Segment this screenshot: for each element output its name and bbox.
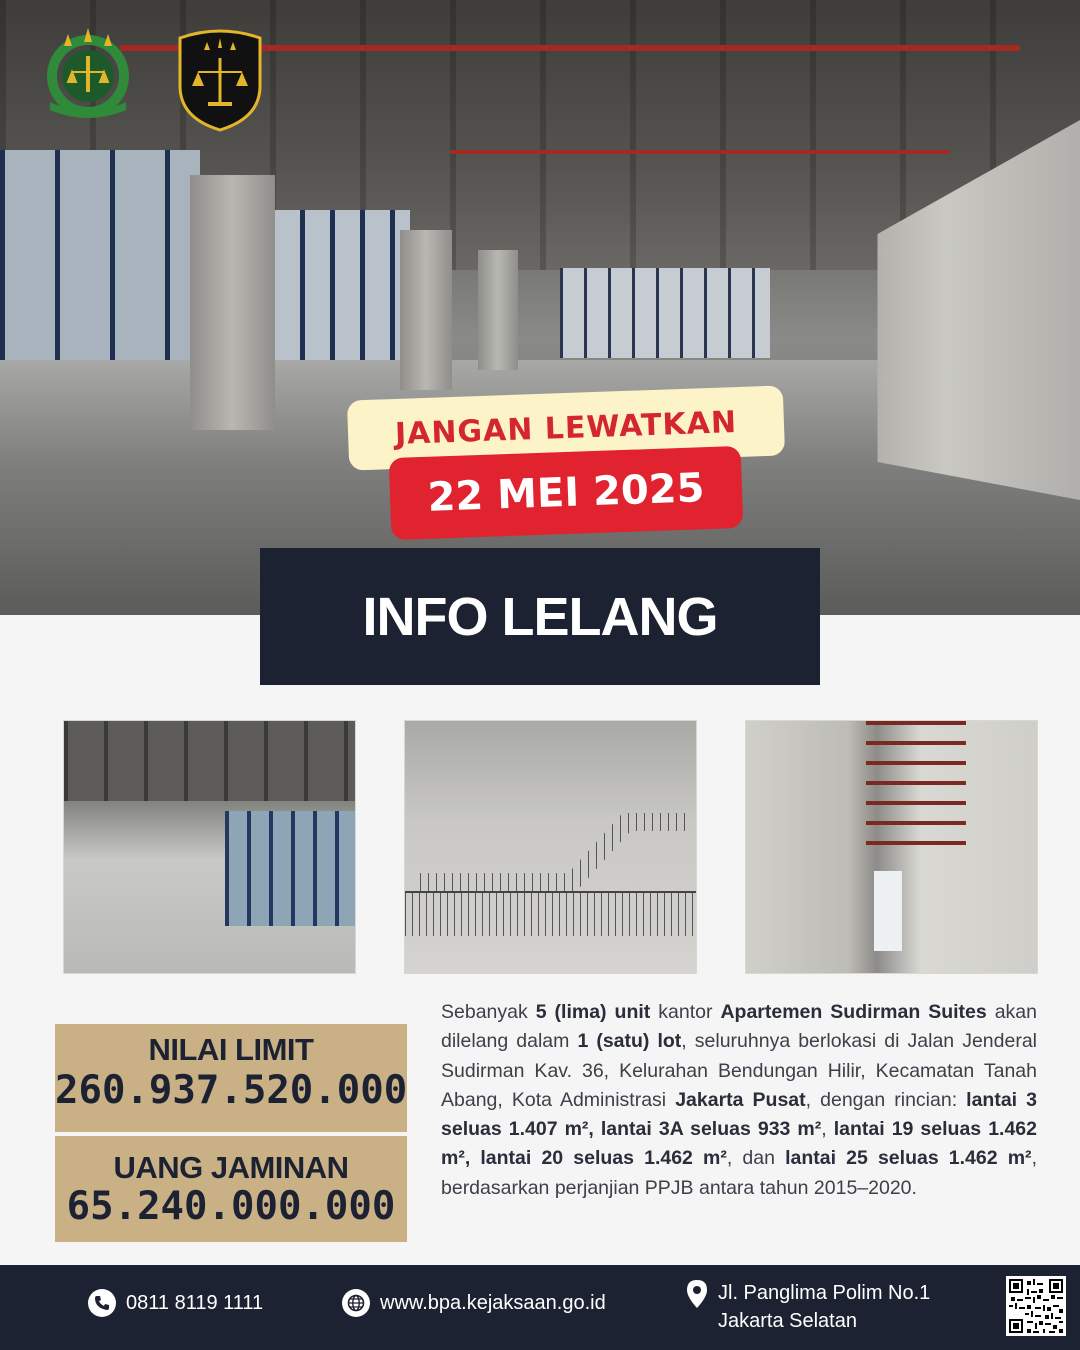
desc-bold: lantai 19 seluas 1.462 m², lantai 20 seluas 1.462 m² [441, 1118, 1037, 1170]
globe-icon [342, 1289, 370, 1317]
bpa-shield-icon [174, 28, 266, 132]
photo-ceiling [64, 721, 355, 801]
property-photo-corridor [745, 720, 1038, 974]
footer-website[interactable] [342, 1289, 606, 1317]
address-text [718, 1279, 930, 1335]
price-box [55, 1024, 407, 1242]
kejaksaan-seal-icon [40, 24, 136, 120]
desc-bold: 5 (lima) unit [535, 1001, 651, 1023]
divider [55, 1132, 407, 1136]
address-line-2: Jakarta Selatan [718, 1310, 857, 1332]
promo-badge: JANGAN LEWATKAN [347, 385, 785, 470]
photo-window [225, 811, 355, 926]
desc-text: , dan [726, 1147, 786, 1170]
desc-text: Sebanyak [441, 1001, 536, 1023]
desc-bold: 1 (satu) lot [577, 1030, 682, 1053]
pillar [400, 230, 452, 390]
desc-bold: lantai 3 seluas 1.407 m², lantai 3A seluas 933 m² [441, 1088, 1037, 1141]
footer-bar [0, 1265, 1080, 1350]
desc-bold: Jakarta Pusat [675, 1088, 806, 1111]
desc-bold: Apartemen Sudirman Suites [720, 1001, 987, 1023]
photo-doorway [874, 871, 902, 951]
location-pin-icon [686, 1279, 708, 1315]
window-middle [270, 210, 410, 360]
limit-label: NILAI LIMIT [148, 1032, 314, 1067]
qr-code-icon[interactable] [1006, 1276, 1066, 1336]
website-link: www.bpa.kejaksaan.go.id [380, 1291, 606, 1314]
desc-text: , [821, 1118, 834, 1141]
desc-text: , berdasarkan perjanjian PPJB antara tahun 2015–2020. [441, 1147, 1037, 1199]
property-photo-stairs [404, 720, 697, 974]
phone-number: 0811 8119 1111 [126, 1291, 264, 1314]
desc-text: kantor [650, 1001, 721, 1023]
deposit-value: 65.240.000.000 [66, 1184, 396, 1229]
photo-pipes [866, 721, 966, 861]
footer-address [686, 1279, 930, 1335]
desc-text: , seluruhnya berlokasi di Jalan Jenderal Sudirman Kav. 36, Kelurahan Bendungan Hilir, Kecamatan Tanah Abang, Kota Administrasi [441, 1030, 1037, 1111]
limit-value: 260.937.520.000 [55, 1068, 408, 1113]
address-line-1: Jl. Panglima Polim No.1 [718, 1282, 931, 1304]
footer-phone[interactable] [88, 1289, 263, 1317]
desc-text: akan dilelang dalam [441, 1001, 1038, 1053]
window-left [0, 150, 200, 370]
desc-text: , dengan rincian: [805, 1088, 967, 1111]
pillar [478, 250, 518, 370]
property-photo-interior [63, 720, 356, 974]
auction-date-badge: 22 MEI 2025 [389, 446, 744, 540]
desc-bold: lantai 25 seluas 1.462 m² [785, 1147, 1032, 1170]
phone-icon [88, 1289, 116, 1317]
auction-description [441, 998, 1037, 1203]
page-title: INFO LELANG [260, 548, 820, 685]
red-duct [450, 150, 950, 154]
photo-railing [405, 891, 696, 936]
pillar [190, 175, 275, 430]
deposit-label: UANG JAMINAN [113, 1150, 349, 1185]
window-far [560, 268, 770, 358]
